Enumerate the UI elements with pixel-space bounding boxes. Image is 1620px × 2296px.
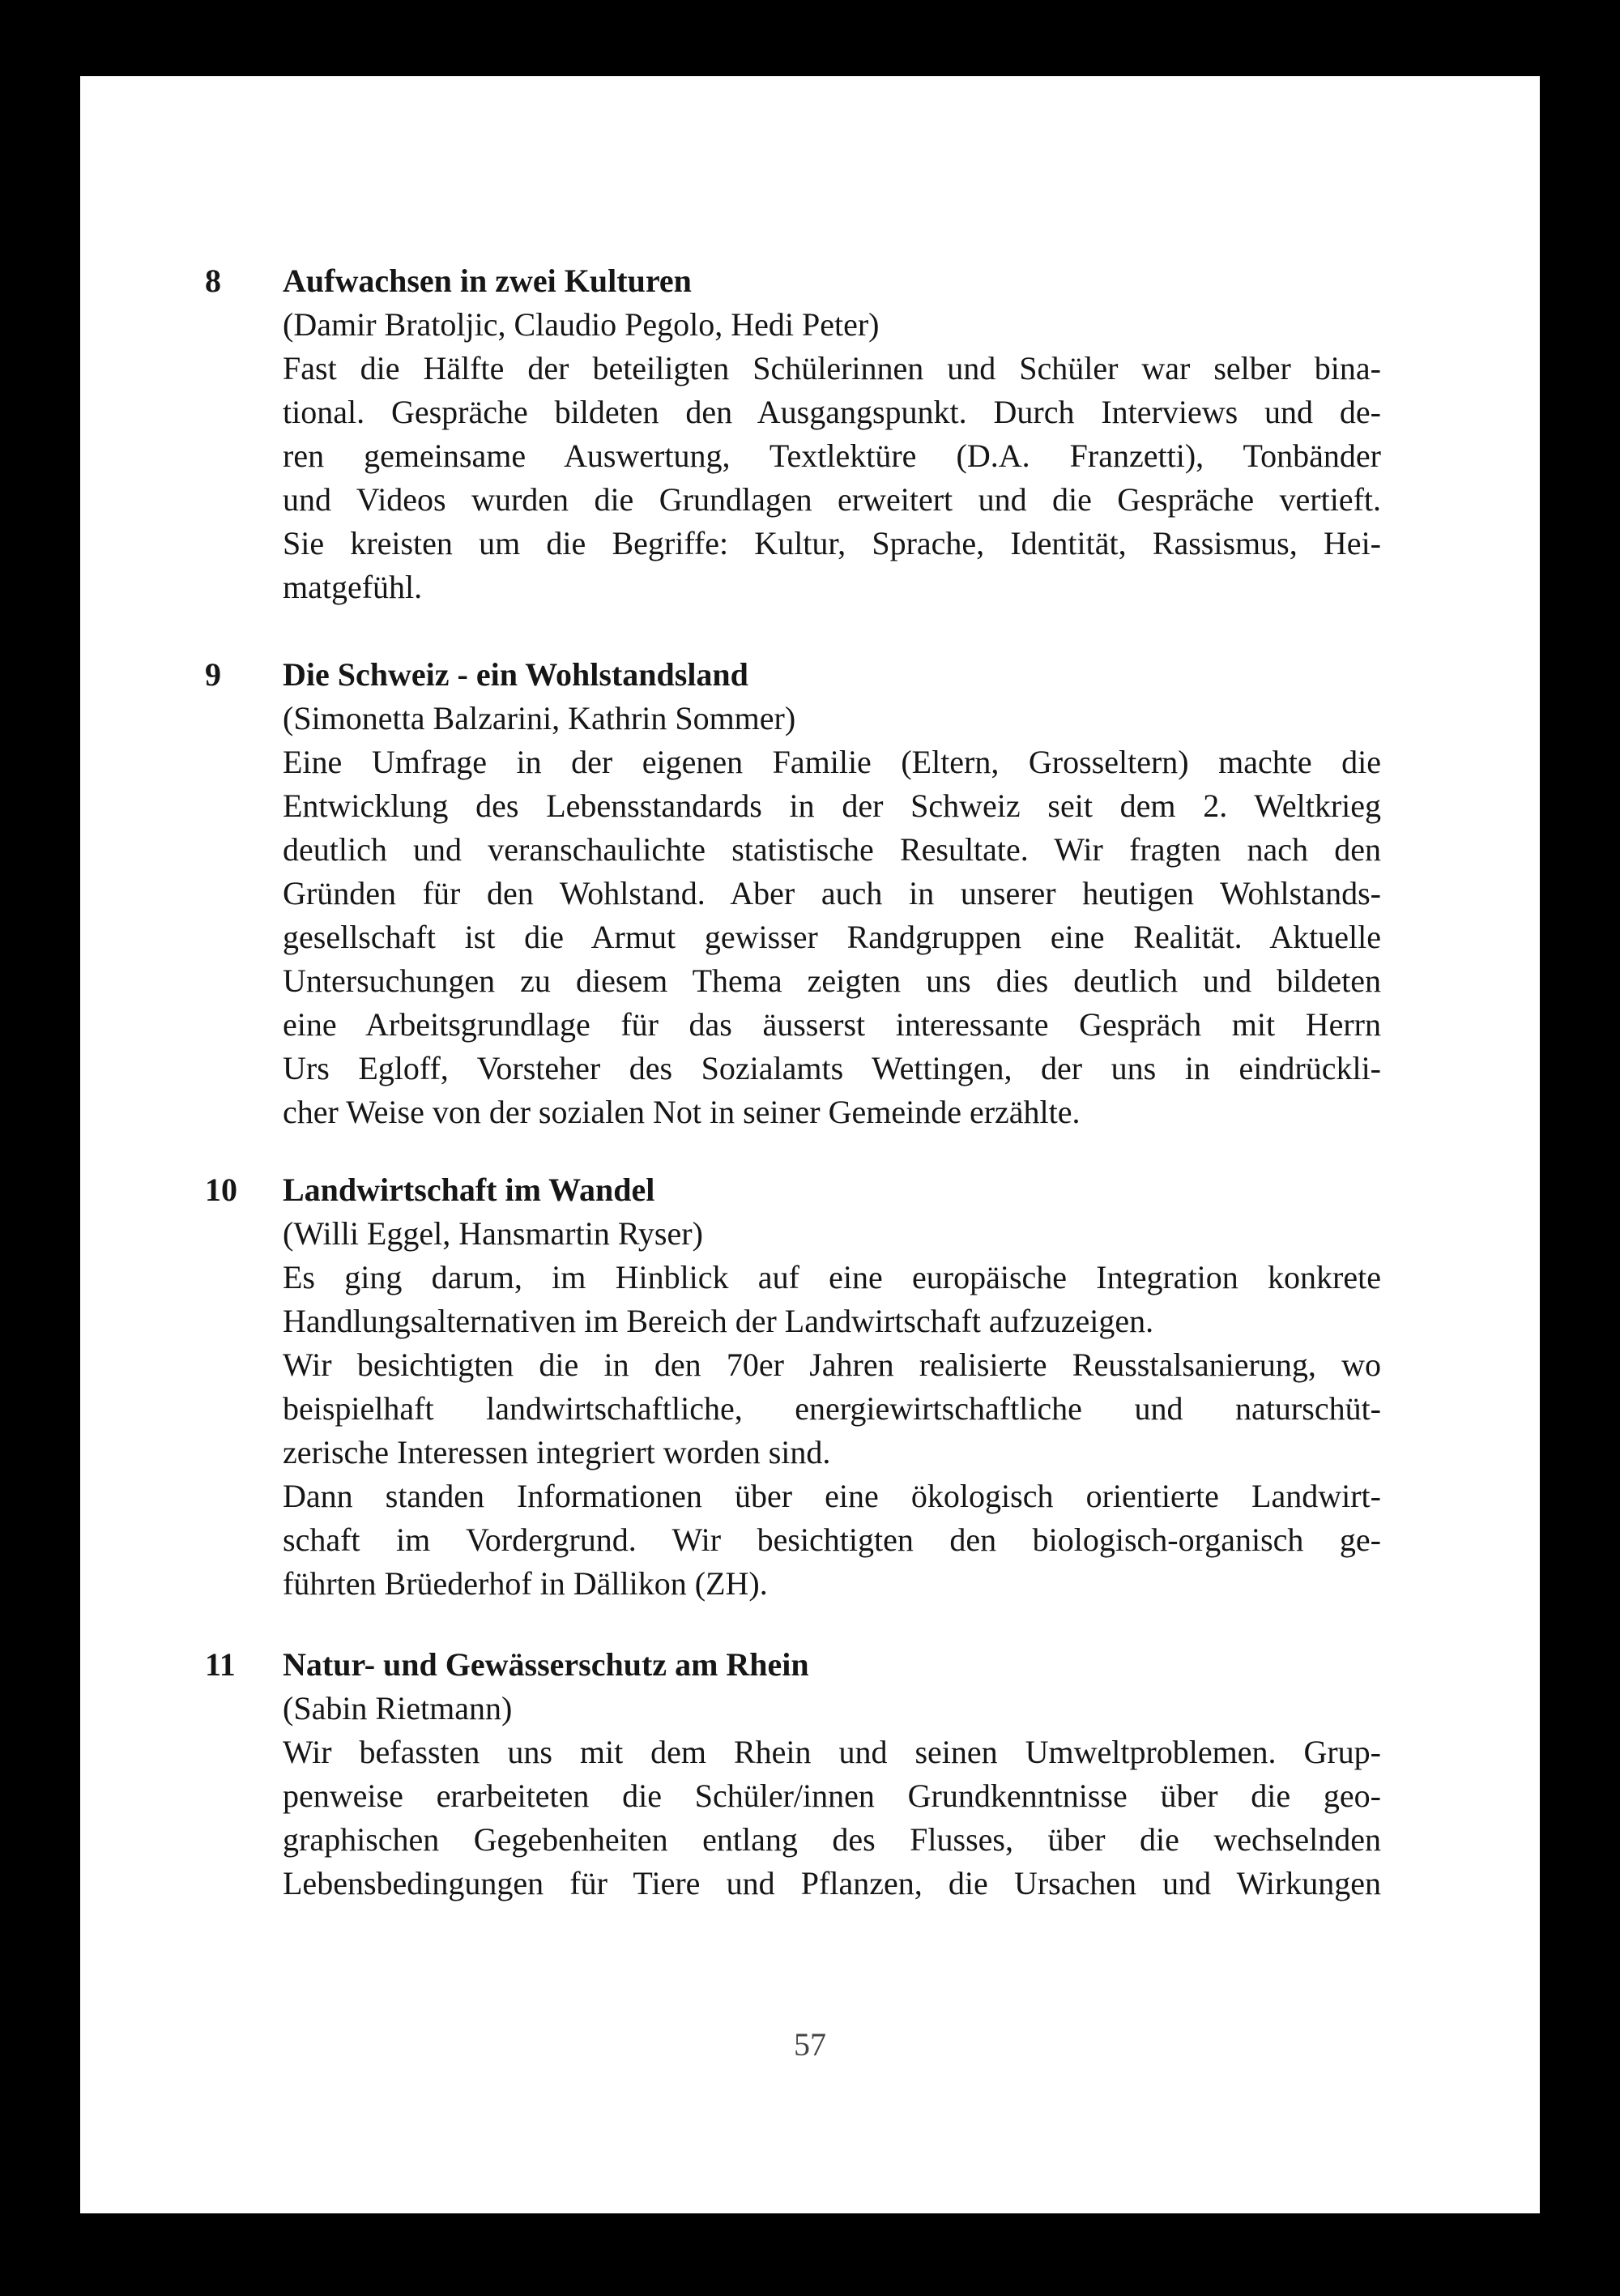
text-line: graphischen Gegebenheiten entlang des Flusses, über die wechselnden <box>283 1821 1381 1858</box>
section-title: Die Schweiz - ein Wohlstandsland <box>283 656 748 693</box>
paragraph <box>283 740 1381 1134</box>
paragraph <box>283 1731 1381 1906</box>
text-line: Gründen für den Wohlstand. Aber auch in unserer heutigen Wohlstands- <box>283 875 1381 911</box>
section-number: 11 <box>205 1646 236 1683</box>
section-content <box>283 1168 1381 1606</box>
text-line: führten Brüederhof in Dällikon (ZH). <box>283 1565 768 1602</box>
section-title: Landwirtschaft im Wandel <box>283 1171 655 1208</box>
text-line: cher Weise von der sozialen Not in seiner Gemeinde erzählte. <box>283 1094 1081 1130</box>
text-line: Es ging darum, im Hinblick auf eine europäische Integration konkrete <box>283 1259 1381 1295</box>
paragraph <box>283 1343 1381 1474</box>
section-authors: (Damir Bratoljic, Claudio Pegolo, Hedi Peter) <box>283 306 880 343</box>
paragraph <box>283 347 1381 609</box>
section-number: 10 <box>205 1171 237 1208</box>
page-number: 57 <box>794 2026 826 2063</box>
text-line: penweise erarbeiteten die Schüler/innen Grundkenntnisse über die geo- <box>283 1777 1381 1814</box>
section-title: Aufwachsen in zwei Kulturen <box>283 262 692 299</box>
text-line: Entwicklung des Lebensstandards in der Schweiz seit dem 2. Weltkrieg <box>283 787 1381 824</box>
text-line: Urs Egloff, Vorsteher des Sozialamts Wettingen, der uns in eindrückli- <box>283 1050 1381 1086</box>
paragraph <box>283 1256 1381 1343</box>
text-line: Wir befassten uns mit dem Rhein und seinen Umweltproblemen. Grup- <box>283 1734 1381 1770</box>
text-line: matgefühl. <box>283 569 423 605</box>
text-line: Handlungsalternativen im Bereich der Landwirtschaft aufzuzeigen. <box>283 1303 1154 1339</box>
text-line: Lebensbedingungen für Tiere und Pflanzen, die Ursachen und Wirkungen <box>283 1865 1381 1901</box>
text-line: zerische Interessen integriert worden sind. <box>283 1434 831 1470</box>
text-line: gesellschaft ist die Armut gewisser Randgruppen eine Realität. Aktuelle <box>283 919 1381 955</box>
text-line: Eine Umfrage in der eigenen Familie (Eltern, Grosseltern) machte die <box>283 744 1381 780</box>
section-content <box>283 653 1381 1134</box>
text-line: Fast die Hälfte der beteiligten Schülerinnen und Schüler war selber bina- <box>283 350 1381 386</box>
text-line: beispielhaft landwirtschaftliche, energiewirtschaftliche und naturschüt- <box>283 1390 1381 1427</box>
section-content <box>283 259 1381 609</box>
section-authors: (Simonetta Balzarini, Kathrin Sommer) <box>283 700 796 736</box>
text-line: ren gemeinsame Auswertung, Textlektüre (D.A. Franzetti), Tonbänder <box>283 437 1381 474</box>
document-page <box>80 76 1540 2213</box>
section-number: 9 <box>205 656 221 693</box>
section-number: 8 <box>205 262 221 299</box>
text-line: tional. Gespräche bildeten den Ausgangspunkt. Durch Interviews und de- <box>283 394 1381 430</box>
section-title: Natur- und Gewässerschutz am Rhein <box>283 1646 809 1683</box>
section-authors: (Sabin Rietmann) <box>283 1690 513 1726</box>
text-line: deutlich und veranschaulichte statistische Resultate. Wir fragten nach den <box>283 831 1381 868</box>
paragraph <box>283 1474 1381 1606</box>
text-line: Untersuchungen zu diesem Thema zeigten uns dies deutlich und bildeten <box>283 962 1381 999</box>
text-line: schaft im Vordergrund. Wir besichtigten den biologisch-organisch ge- <box>283 1521 1381 1558</box>
text-line: Sie kreisten um die Begriffe: Kultur, Sprache, Identität, Rassismus, Hei- <box>283 525 1381 561</box>
text-line: Wir besichtigten die in den 70er Jahren realisierte Reusstalsanierung, wo <box>283 1346 1381 1383</box>
text-line: und Videos wurden die Grundlagen erweitert und die Gespräche vertieft. <box>283 481 1381 518</box>
section-content <box>283 1643 1381 1906</box>
section-authors: (Willi Eggel, Hansmartin Ryser) <box>283 1215 703 1252</box>
text-line: eine Arbeitsgrundlage für das äusserst interessante Gespräch mit Herrn <box>283 1006 1381 1043</box>
text-line: Dann standen Informationen über eine ökologisch orientierte Landwirt- <box>283 1478 1381 1514</box>
